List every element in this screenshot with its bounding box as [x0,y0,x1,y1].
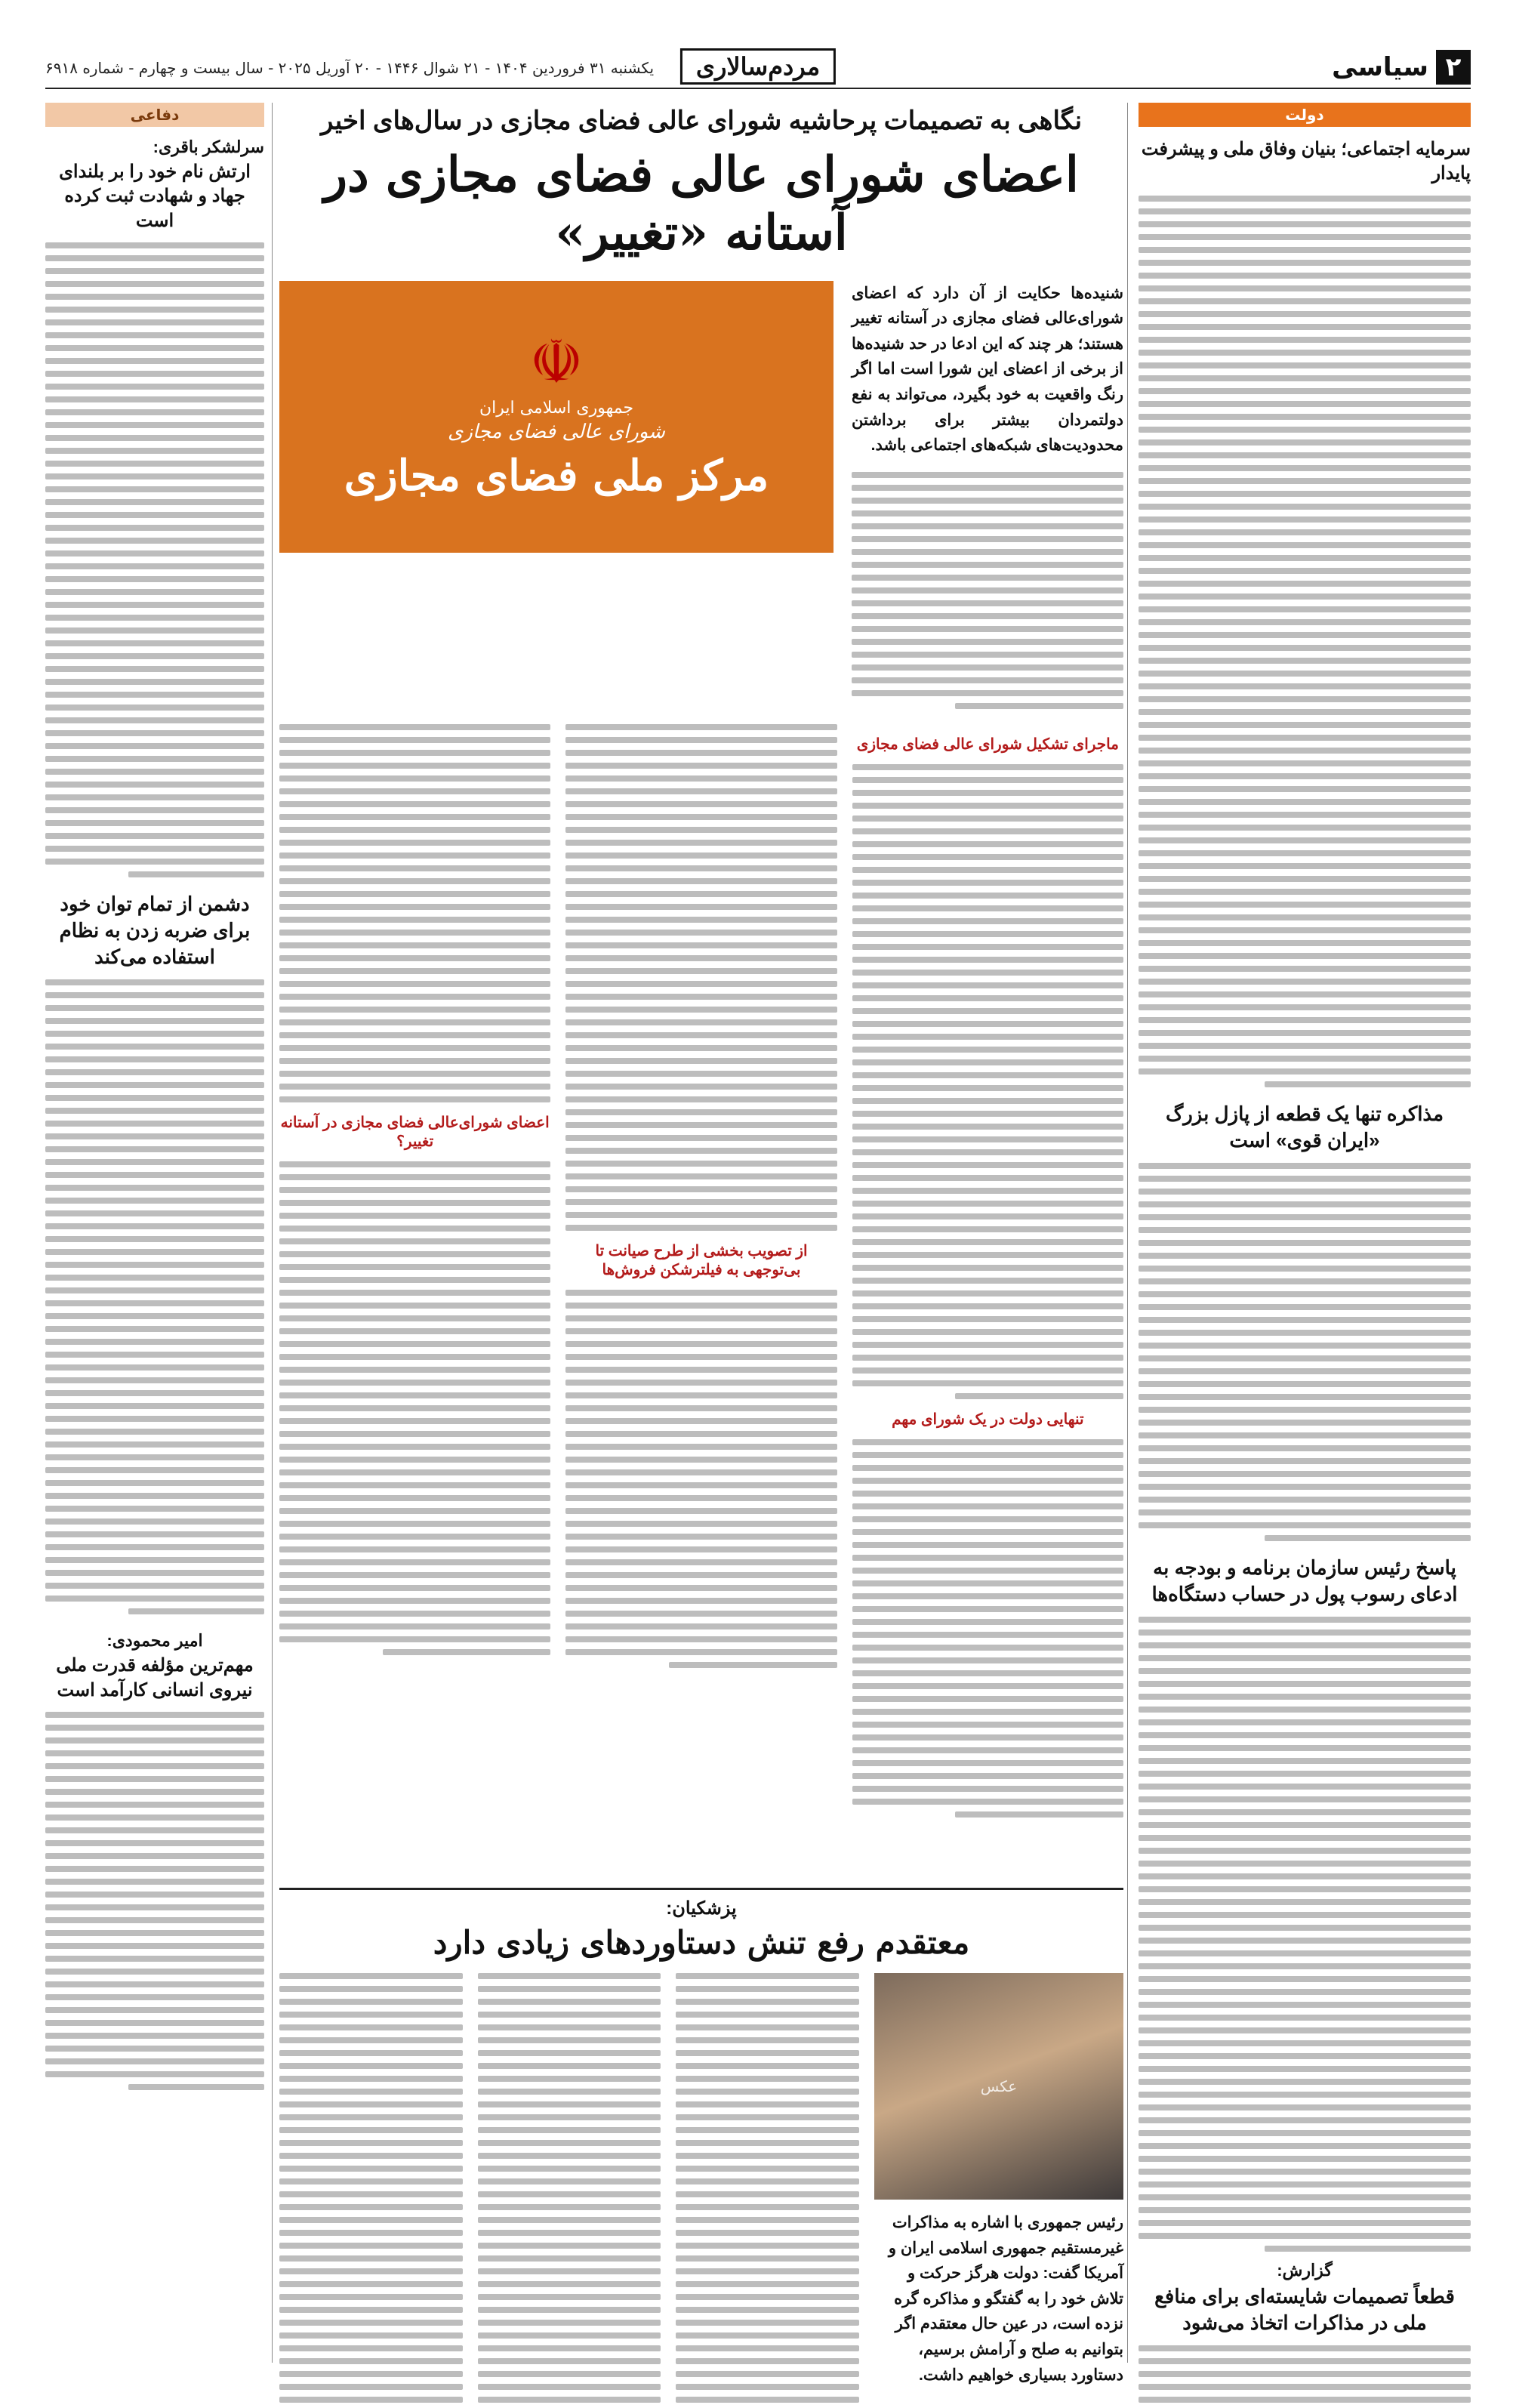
left-column [45,103,264,2090]
photo-caption: عکس [980,2077,1018,2095]
bottom-news-article [279,1888,1123,2408]
feature-article [279,103,1123,1818]
bottom-title: معتقدم رفع تنش دستاوردهای زیادی دارد [433,1924,970,1961]
story-headline: مذاکره تنها یک قطعه از پازل بزرگ «ایران قوی» است [1165,1102,1444,1152]
feature-subhead: تنها‌یی دولت در یک شورای مهم [892,1411,1084,1428]
feature-subhead: از تصویب بخشی از طرح صیانت تا بی‌توجهی به فیلترشکن فروش‌ها [595,1242,808,1278]
bottom-body [279,1973,463,2408]
newspaper-logo: مردم‌سالاری [680,48,836,85]
bottom-body [478,1973,661,2408]
feature-body [852,764,1123,1399]
story-body [1139,1617,1471,2252]
feature-body [279,724,550,1102]
bottom-body [676,1973,859,2408]
image-text: مرکز ملی فضای مجازی [344,451,769,501]
column-divider [272,103,273,2363]
bottom-lead: رئیس جمهوری با اشاره به مذاکرات غیرمستقیم جمهوری اسلامی ایران و آمریکا گفت: دولت هرگز حرکت و تلاش خود را به گفتگو و مذاکره گره نزده است، در عین حال معتقدم اگر بتوانیم به صلح و آرامش برسیم، دستاورد بسیاری خواهیم داشت. [888,2214,1123,2384]
story-headline: قطعاً تصمیمات شایسته‌ای برای منافع ملی در مذاکرات اتخاذ می‌شود [1154,2285,1455,2335]
page-number: ۲ [1436,50,1471,85]
story-headline: پاسخ رئیس سازمان برنامه و بودجه به ادعای رسوب پول در حساب دستگاه‌ها [1151,1555,1458,1606]
story-headline: دشمن از تمام توان خود برای ضربه زدن به نظام استفاده می‌کند [59,893,251,969]
section-title: سیاسی [1332,52,1428,82]
story-body [45,979,264,1614]
feature-kicker: نگاهی به تصمیمات پرحاشیه شورای عالی فضای مجازی در سال‌های اخیر [320,106,1083,135]
story-body [1139,196,1471,1087]
image-text: جمهوری اسلامی ایران [479,399,634,418]
section-tag: دولت [1139,103,1471,127]
bottom-kicker: پزشکیان: [666,1898,737,1919]
story-body [1139,1163,1471,1541]
feature-image [279,281,833,553]
story-headline: مهم‌ترین مؤلفه قدرت ملی نیروی انسانی کارآمد است [56,1655,254,1700]
column-divider [1127,103,1128,2363]
feature-body [852,1439,1123,1818]
story-kicker: امیر محمودی: [106,1631,203,1651]
story-kicker: سرلشکر باقری: [153,137,264,156]
feature-body [852,472,1123,709]
feature-subhead: اعضای شورای‌عالی فضای مجازی در آستانه تغییر؟ [280,1114,550,1150]
president-photo [874,1973,1123,2200]
feature-lead: شنیده‌ها حکایت از آن دارد که اعضای شورای‌عالی فضای مجازی در آستانه تغییر هستند؛ هر چند که این ادعا در حد شنیده‌ها از برخی از اعضای این شورا است اما اگر رنگ واقعیت به خود بگیرد، می‌تواند به نفع دولتمردان بیشتر برای برداشتن محدودیت‌های شبکه‌های اجتماعی باشد. [852,284,1123,455]
dateline: یکشنبه ۳۱ فروردین ۱۴۰۴ - ۲۱ شوال ۱۴۴۶ - ۲۰ آوریل ۲۰۲۵ - سال بیست و چهارم - شماره ۶۹۱۸ [45,59,655,77]
story-body [45,242,264,877]
feature-body [565,1290,837,1668]
masthead [45,45,1471,89]
section-tag: دفاعی [45,103,264,127]
feature-body [279,1161,550,1655]
story-body [45,1712,264,2090]
image-text: شورای عالی فضای مجازی [448,421,665,444]
feature-subhead: ماجرای تشکیل شورای عالی فضای مجازی [856,735,1119,753]
iran-emblem-icon: ☫ [529,327,584,398]
story-kicker: گزارش: [1277,2261,1333,2280]
feature-body [565,724,837,1231]
feature-title: اعضای شورای عالی فضای مجازی در آستانه «تغییر» [324,146,1079,261]
story-body [1139,2345,1471,2408]
story-headline: سرمایه اجتماعی؛ بنیان وفاق ملی و پیشرفت پایدار [1141,139,1471,184]
page-number-block [1332,50,1471,85]
story-headline: ارتش نام خود را بر بلندای جهاد و شهادت ثبت کرده است [59,162,251,231]
right-column [1139,103,1471,2408]
